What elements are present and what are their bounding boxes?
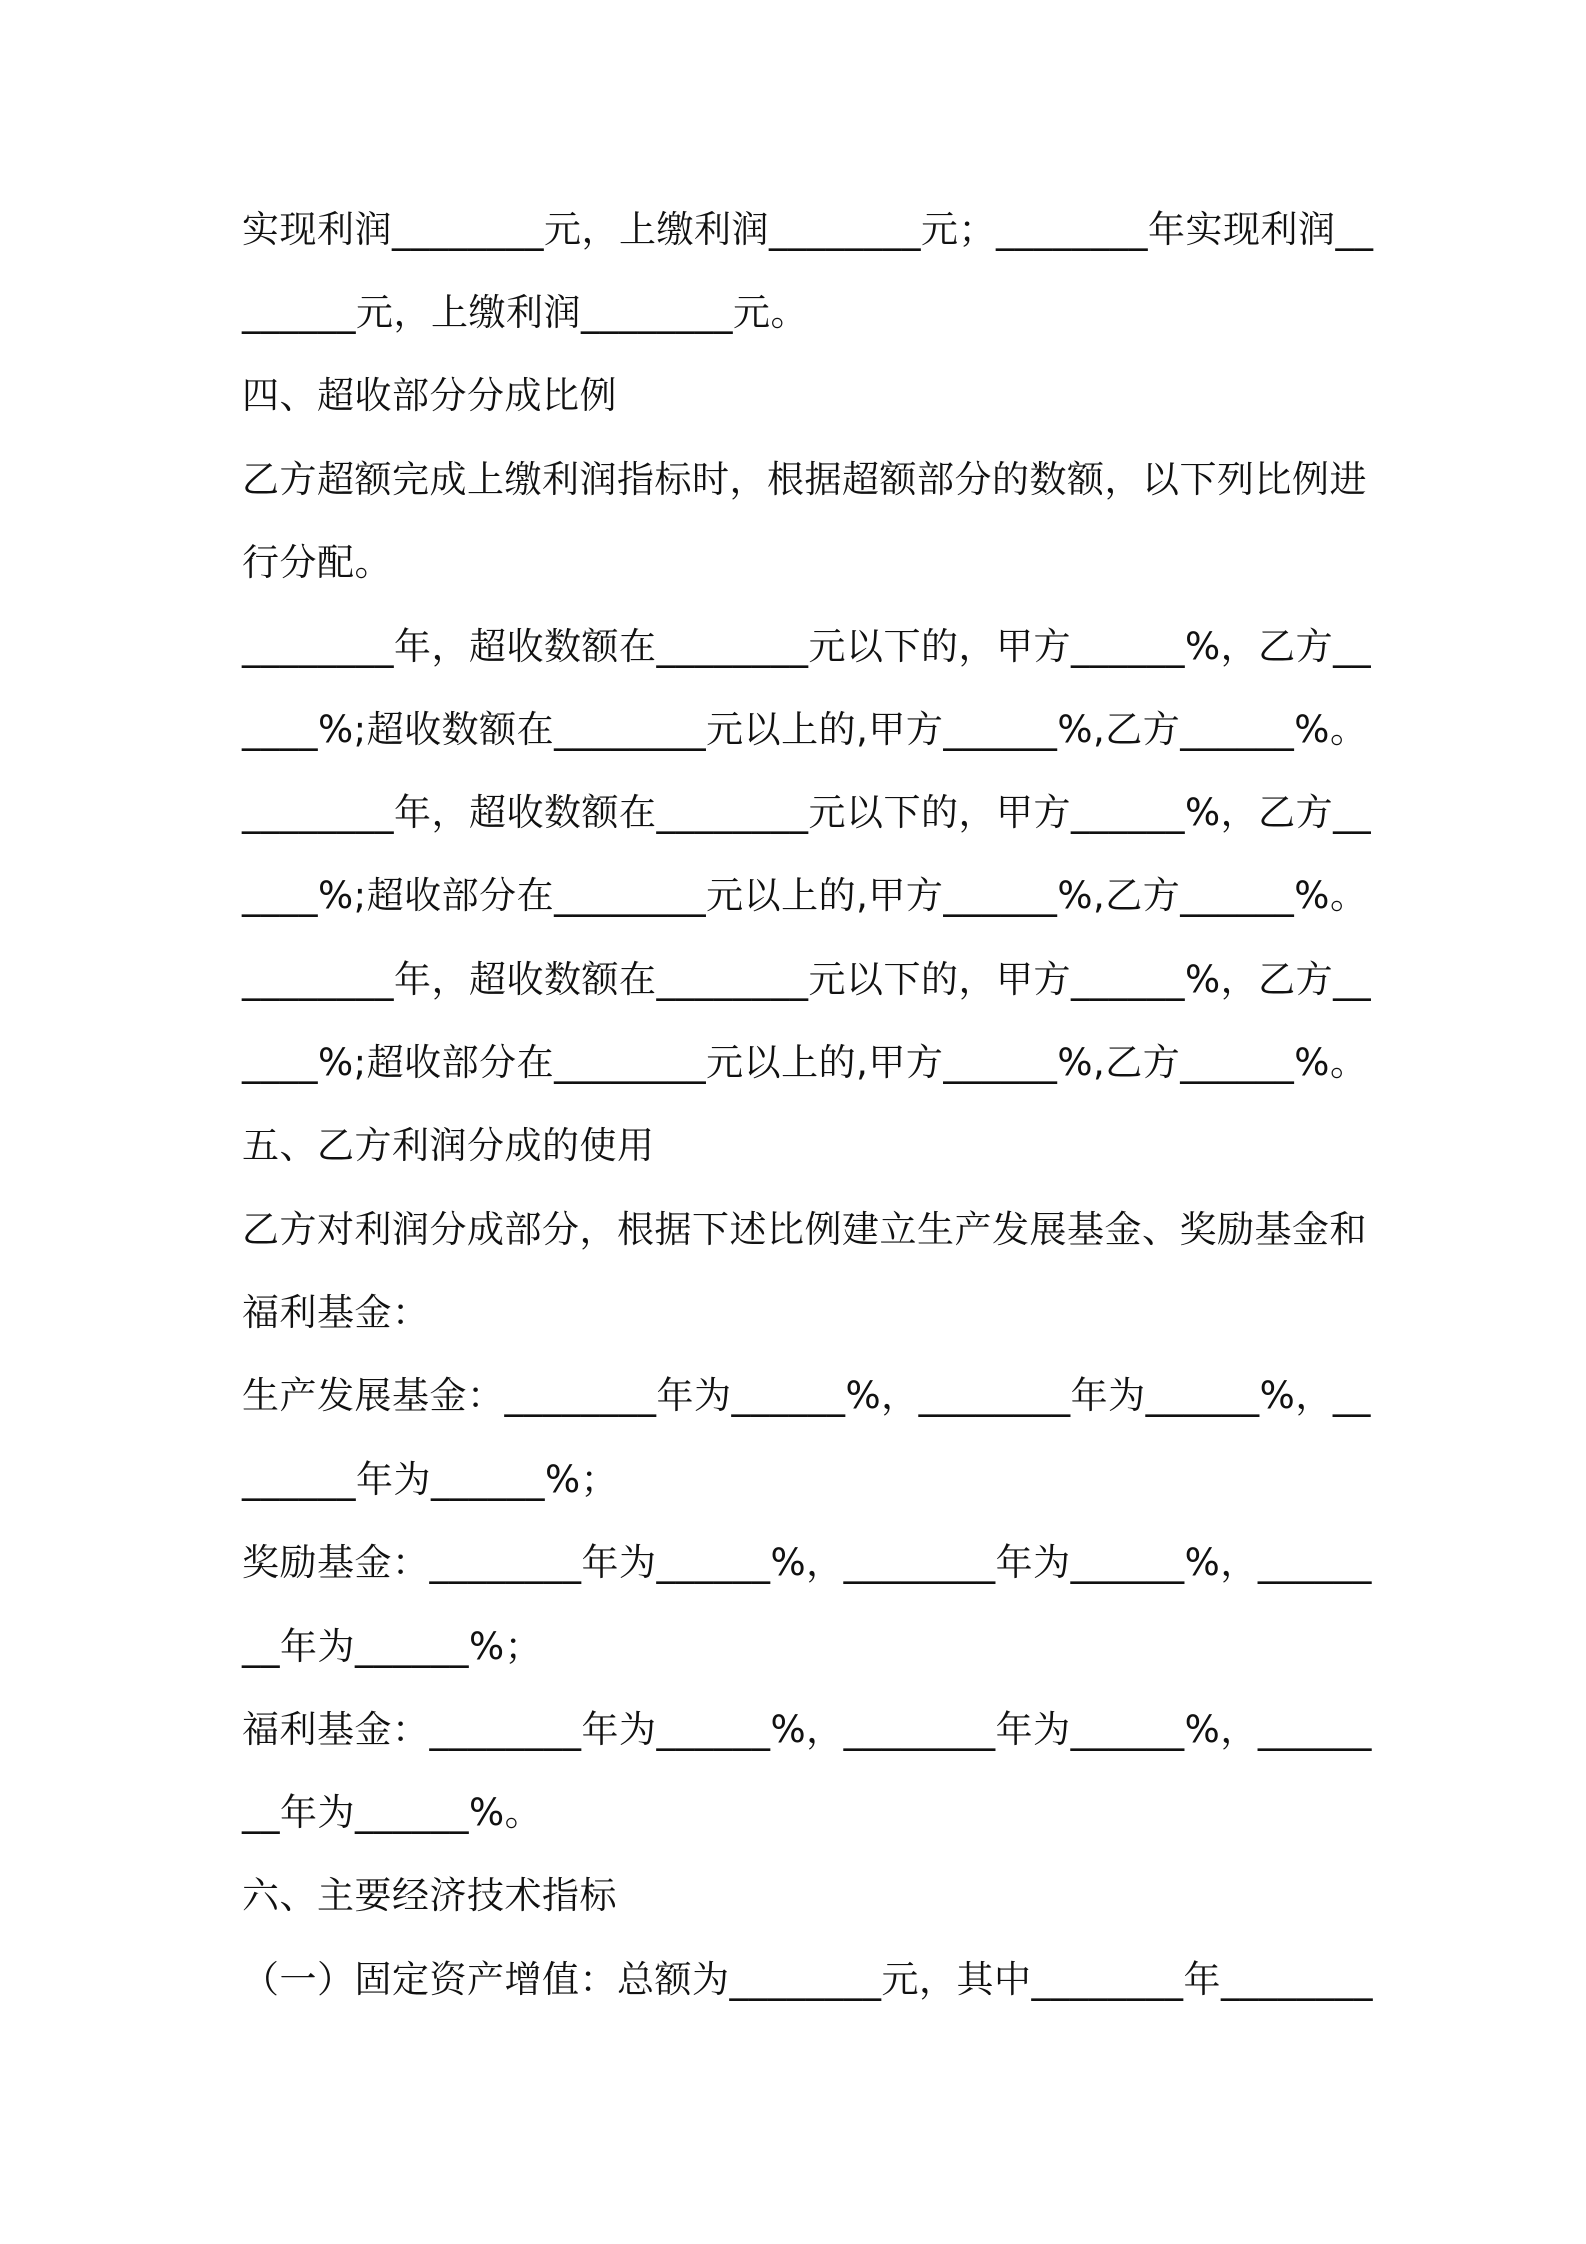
text-line: 福利基金： — [242, 1291, 430, 1334]
text-line: ______元，上缴利润________元。 — [242, 291, 808, 334]
text-line: ____%;超收部分在________元以上的,甲方______%,乙方______%。 — [242, 1041, 1368, 1084]
text-line: （一）固定资产增值：总额为________元，其中________年________ — [242, 1958, 1373, 2001]
text-line: ________年，超收数额在________元以下的，甲方______%，乙方__ — [242, 625, 1372, 668]
text-line: 奖励基金：________年为______%，________年为______%，______ — [242, 1541, 1372, 1584]
text-line: ________年，超收数额在________元以下的，甲方______%，乙方__ — [242, 791, 1372, 834]
section-heading: 六、主要经济技术指标 — [242, 1874, 617, 1917]
text-line: ____%;超收部分在________元以上的,甲方______%,乙方______%。 — [242, 874, 1368, 917]
text-line: 行分配。 — [242, 541, 392, 584]
text-line: 乙方对利润分成部分，根据下述比例建立生产发展基金、奖励基金和 — [242, 1208, 1367, 1251]
text-line: 乙方超额完成上缴利润指标时，根据超额部分的数额，以下列比例进 — [242, 458, 1367, 501]
text-line: __年为______%。 — [242, 1791, 543, 1834]
section-heading: 四、超收部分分成比例 — [242, 374, 617, 417]
text-line: ______年为______%； — [242, 1458, 619, 1501]
text-line: 生产发展基金：________年为______%，________年为______%，__ — [242, 1374, 1371, 1417]
section-heading: 五、乙方利润分成的使用 — [242, 1124, 655, 1167]
text-line: 福利基金：________年为______%，________年为______%，______ — [242, 1708, 1372, 1751]
text-line: __年为______%； — [242, 1625, 543, 1668]
text-line: ________年，超收数额在________元以下的，甲方______%，乙方__ — [242, 958, 1372, 1001]
text-line: 实现利润________元，上缴利润________元；________年实现利润__ — [242, 208, 1374, 251]
text-line: ____%;超收数额在________元以上的,甲方______%,乙方______%。 — [242, 708, 1368, 751]
